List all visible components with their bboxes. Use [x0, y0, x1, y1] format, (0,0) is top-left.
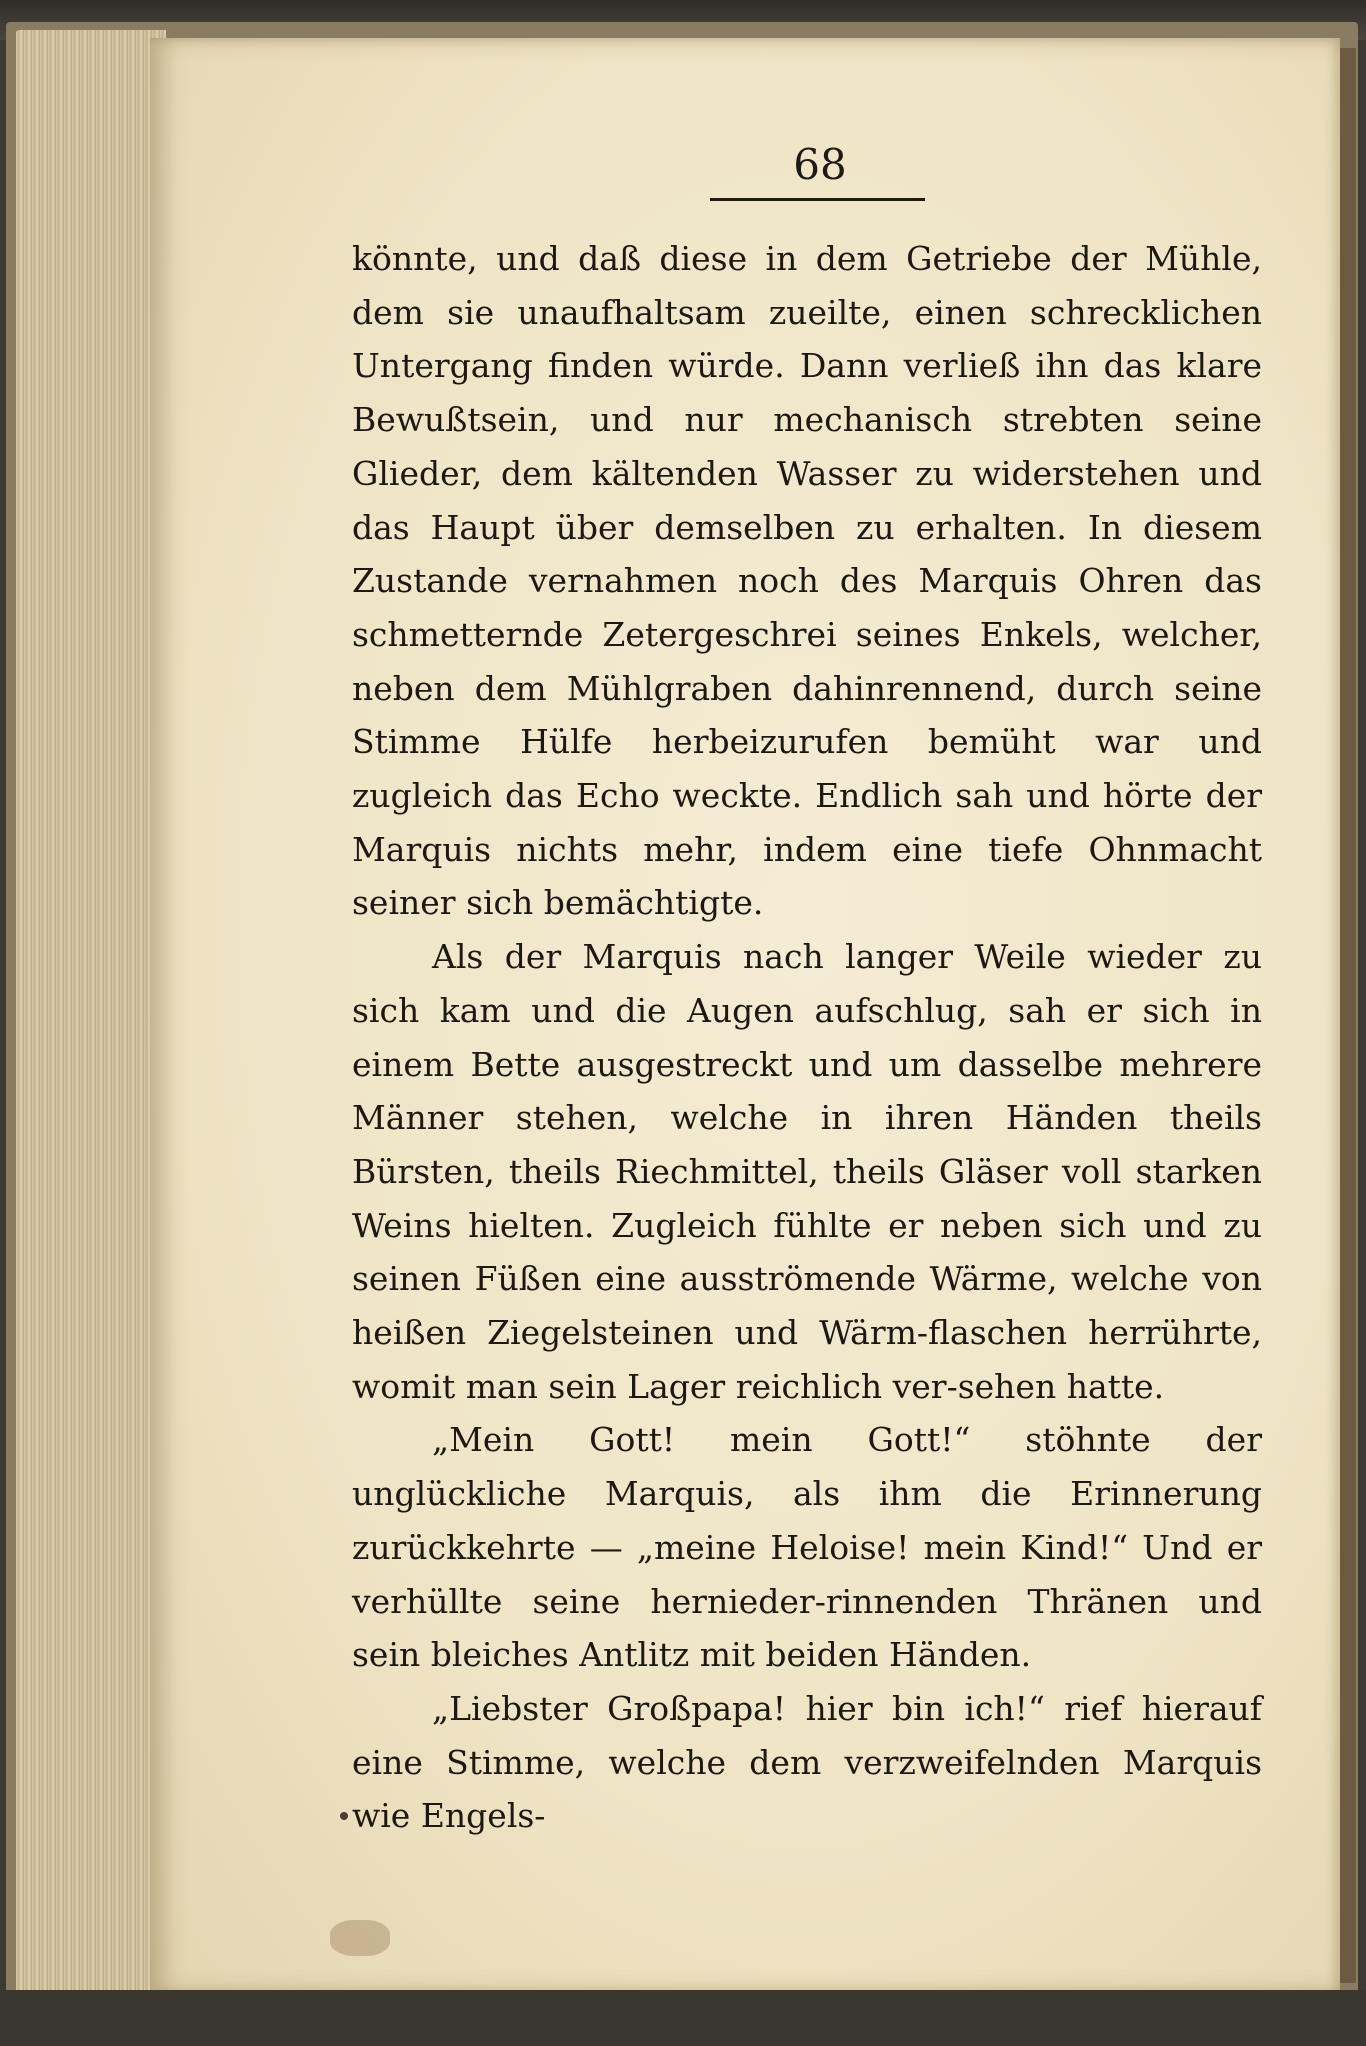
header-rule	[710, 198, 925, 201]
page-smudge	[330, 1920, 390, 1956]
background-bottom	[0, 1990, 1366, 2046]
page-body	[352, 232, 1262, 1843]
paragraph: könnte, und daß diese in dem Getriebe der Mühle, dem sie unaufhaltsam zueilte, einen schrecklichen Untergang finden würde. Dann verließ ihn das klare Bewußtsein, und nur mechanisch strebten seine Glieder, dem kältenden Wasser zu widerstehen und das Haupt über demselben zu erhalten. In diesem Zustande vernahmen noch des Marquis Ohren das schmetternde Zetergeschrei seines Enkels, welcher, neben dem Mühlgraben dahinrennend, durch seine Stimme Hülfe herbeizurufen bemüht war und zugleich das Echo weckte. Endlich sah und hörte der Marquis nichts mehr, indem eine tiefe Ohnmacht seiner sich bemächtigte.	[352, 239, 1262, 923]
book-right-edge	[1340, 48, 1356, 1983]
paragraph: „Liebster Großpapa! hier bin ich!“ rief hierauf eine Stimme, welche dem verzweifelnden Marquis wie Engels-	[352, 1688, 1262, 1836]
page-number: 68	[793, 140, 847, 189]
paragraph: Als der Marquis nach langer Weile wieder zu sich kam und die Augen aufschlug, sah er sich in einem Bette ausgestreckt und um dasselbe mehrere Männer stehen, welche in ihren Händen theils Bürsten, theils Riechmittel, theils Gläser voll starken Weins hielten. Zugleich fühlte er neben sich und zu seinen Füßen eine ausströmende Wärme, welche von heißen Ziegelsteinen und Wärm-flaschen herrührte, womit man sein Lager reichlich ver-sehen hatte.	[352, 937, 1262, 1406]
stain-spot	[340, 1812, 348, 1820]
page-block-edges	[16, 30, 166, 2005]
paragraph: „Mein Gott! mein Gott!“ stöhnte der unglückliche Marquis, als ihm die Erinnerung zurückkehrte — „meine Heloise! mein Kind!“ Und er verhüllte seine hernieder-rinnenden Thränen und sein bleiches Antlitz mit beiden Händen.	[352, 1420, 1262, 1675]
